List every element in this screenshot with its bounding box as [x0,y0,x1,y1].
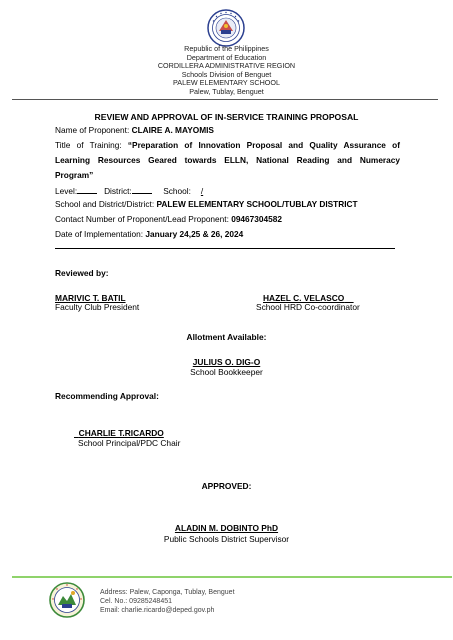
proponent-value: CLAIRE A. MAYOMIS [131,125,214,135]
date-line [55,229,400,240]
training-title-part3: Program” [55,170,94,180]
allotment-label: Allotment Available: [186,332,267,342]
header-address: Palew, Tublay, Benguet [189,86,264,96]
training-title-part1: “Preparation of Innovation Proposal and Quality Assurance of [127,140,401,150]
dobinto-name-wrap [0,523,453,534]
dobinto-title: Public Schools District Supervisor [163,534,290,544]
school-seal-logo [49,582,85,618]
header-school: PALEW ELEMENTARY SCHOOL [173,78,280,88]
school-district-line [55,199,400,210]
deped-seal-logo [207,9,245,47]
school-district-value: PALEW ELEMENTARY SCHOOL/TUBLAY DISTRICT [156,199,358,209]
ricardo-title: School Principal/PDC Chair [78,438,181,448]
approved-label: APPROVED: [201,481,252,491]
velasco-name-text: HAZEL C. VELASCO [263,293,345,303]
date-label: Date of Implementation: [55,229,144,239]
footer-cel: Cel. No.: 09285248451 [100,598,172,605]
school-label: School: [163,186,191,196]
training-line-1 [55,140,400,151]
proponent-line [55,125,400,136]
school-district-label: School and District/District: [55,199,155,209]
fields-divider [55,248,395,249]
footer-divider [12,576,452,578]
level-blank [77,185,97,194]
letterhead [0,45,453,97]
recommending-label: Recommending Approval: [55,391,159,401]
footer-address: Address: Palew, Caponga, Tublay, Benguet [100,589,235,596]
header-department: Department of Education [186,52,267,62]
header-division: Schools Division of Benguet [181,69,272,79]
header-region: CORDILLERA ADMINISTRATIVE REGION [157,61,296,71]
district-label: District: [104,186,132,196]
district-blank [132,185,152,194]
proponent-label: Name of Proponent: [55,125,130,135]
contact-label: Contact Number of Proponent/Lead Proponent: [55,214,229,224]
dobinto-name: ALADIN M. DOBINTO PhD [174,523,279,533]
header-republic: Republic of the Philippines [184,44,269,53]
level-label: Level: [55,186,78,196]
batil-title: Faculty Club President [55,302,140,312]
training-title-part2: Learning Resources Geared towards ELLN, National Reading and Numeracy [55,155,400,165]
footer-email: Email: charlie.ricardo@deped.gov.ph [100,607,215,614]
batil-name: MARIVIC T. BATIL [55,293,126,303]
training-label: Title of Training: [55,140,122,150]
contact-line [55,214,400,225]
document-title: REVIEW AND APPROVAL OF IN-SERVICE TRAINING PROPOSAL [94,112,359,122]
contact-value: 09467304582 [231,214,282,224]
ricardo-name-text: CHARLIE T.RICARDO [78,428,164,438]
digo-name: JULIUS O. DIG-O [192,357,261,367]
footer-contact [100,588,235,615]
level-line [55,185,400,197]
digo-title: School Bookkeeper [190,367,263,377]
header-divider [12,99,438,100]
reviewed-by-label: Reviewed by: [55,268,109,278]
school-check: / [200,186,204,196]
date-value: January 24,25 & 26, 2024 [145,229,244,239]
velasco-title: School HRD Co-coordinator [256,302,360,312]
